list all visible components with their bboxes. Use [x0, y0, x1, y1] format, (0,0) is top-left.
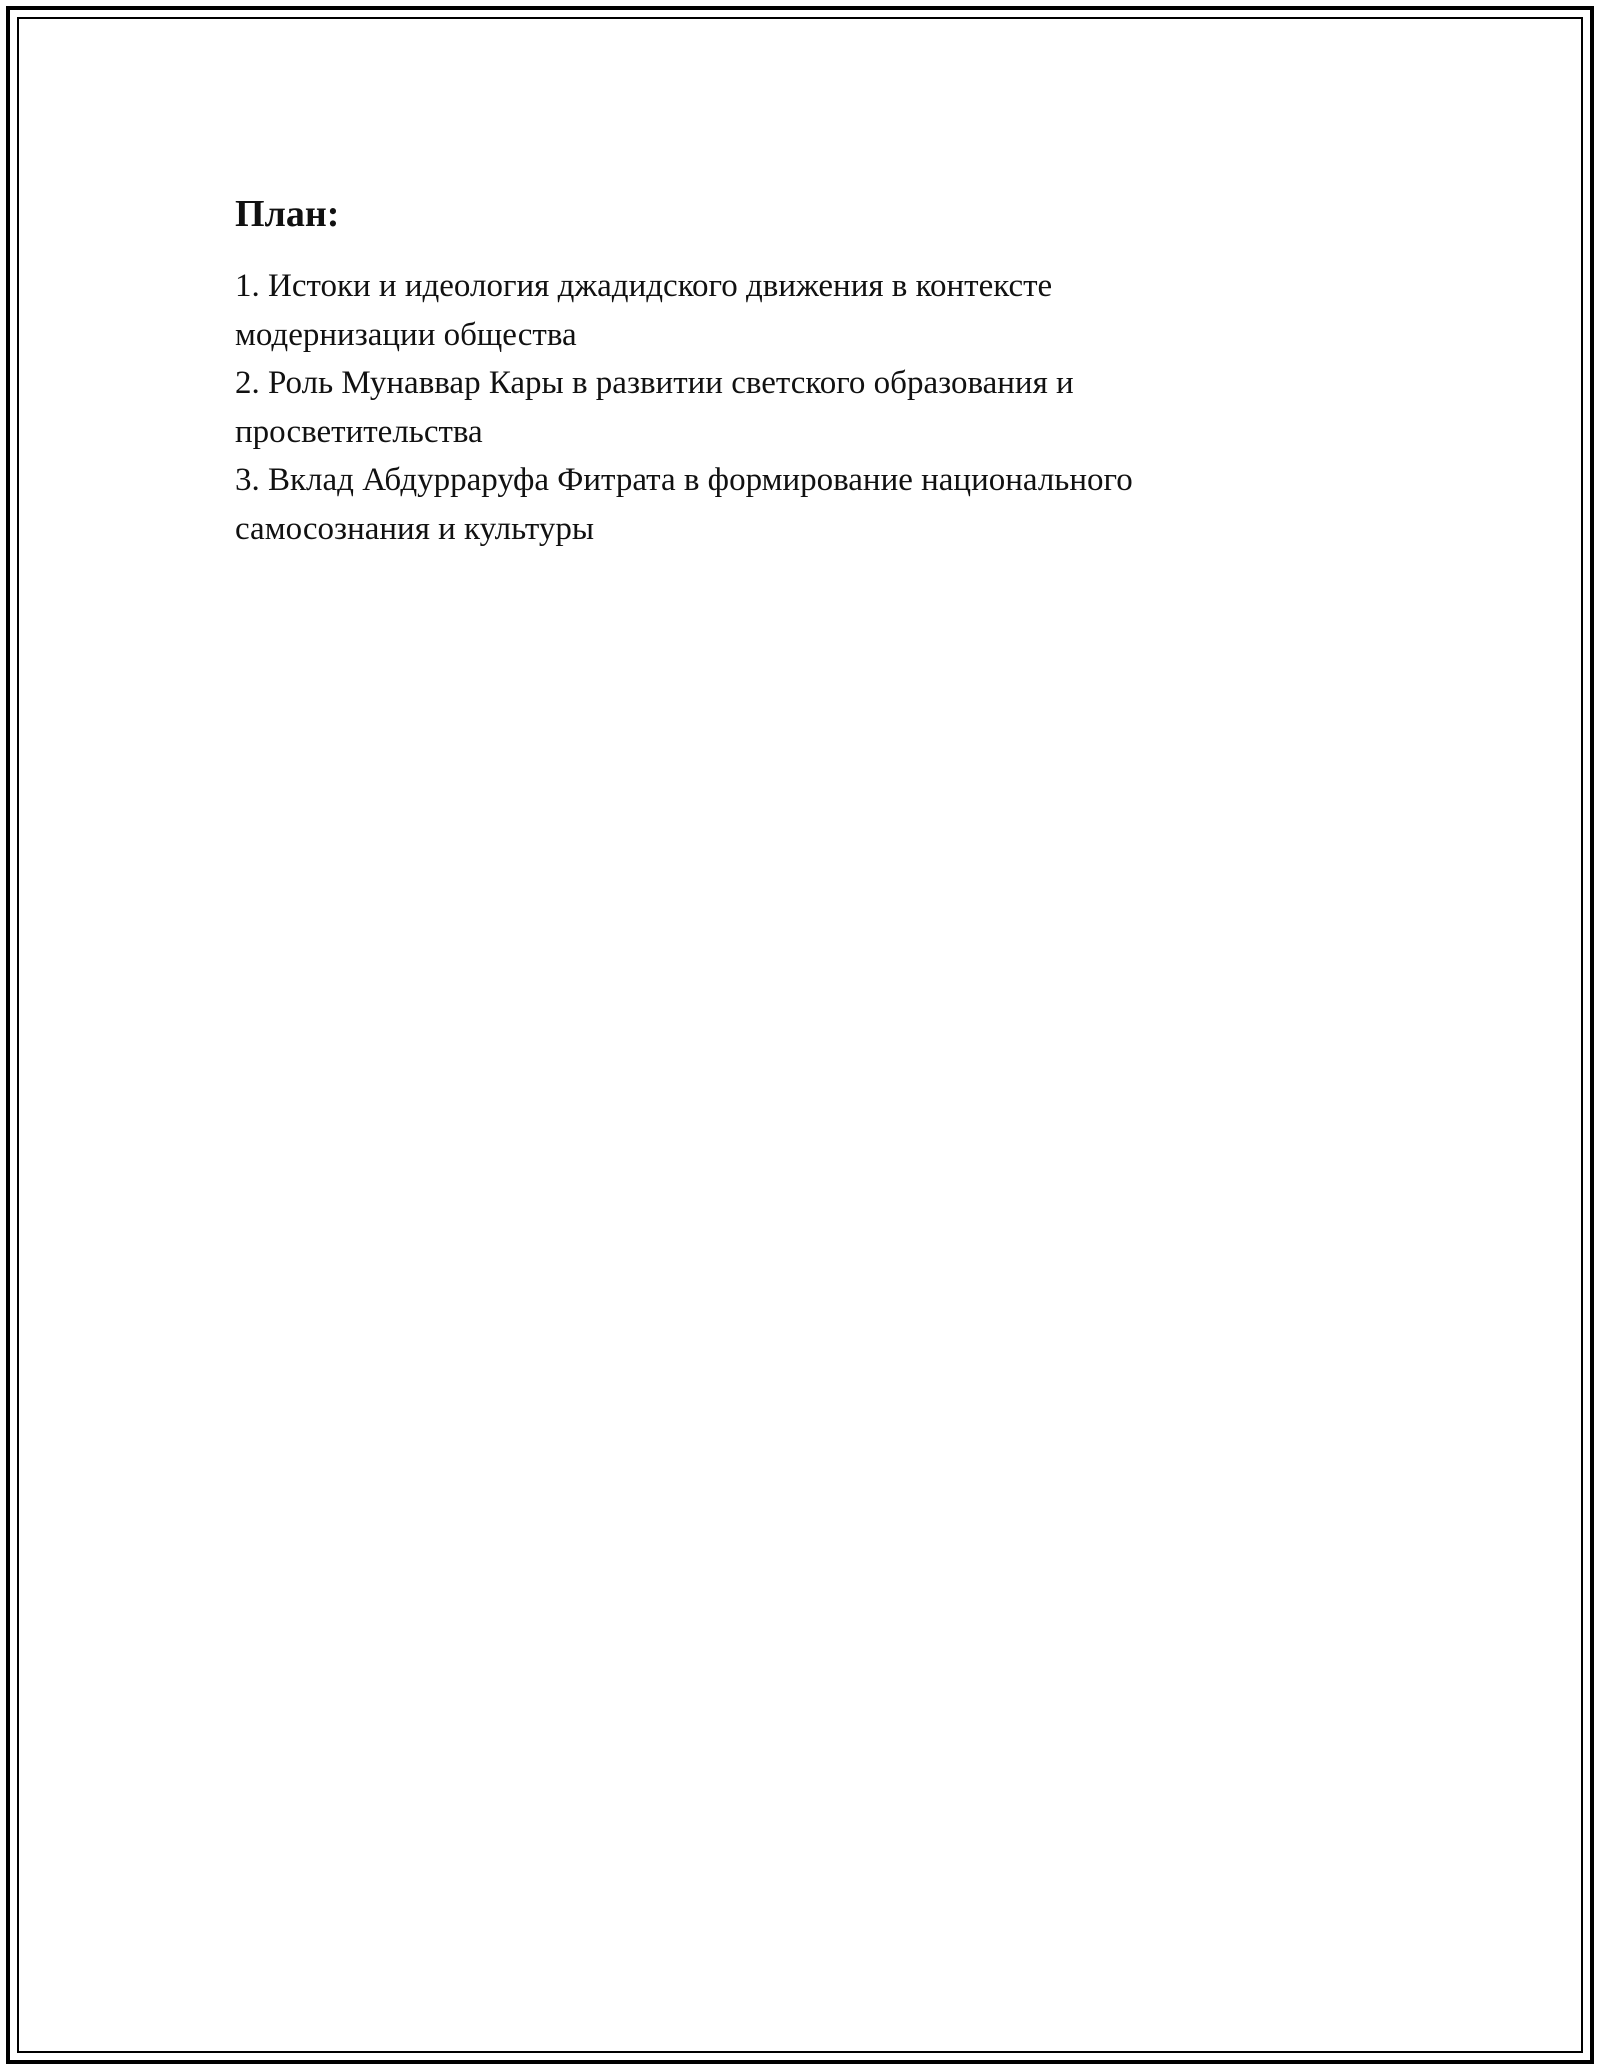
plan-item-3 [235, 456, 1385, 553]
plan-list [235, 262, 1385, 553]
plan-item-3-line-1: 3. Вклад Абдурраруфа Фитрата в формирование национального [235, 462, 1133, 498]
plan-item-1 [235, 262, 1385, 359]
plan-heading: План: [235, 193, 340, 235]
plan-item-3-line-2: самосознания и культуры [235, 510, 595, 547]
plan-item-2 [235, 359, 1385, 456]
plan-item-2-line-2: просветительства [235, 413, 483, 450]
plan-item-1-line-1: 1. Истоки и идеология джадидского движения в контексте [235, 268, 1053, 304]
plan-item-2-line-1: 2. Роль Мунаввар Кары в развитии светского образования и [235, 365, 1074, 401]
page-content [235, 188, 1385, 553]
plan-item-1-line-2: модернизации общества [235, 316, 577, 353]
